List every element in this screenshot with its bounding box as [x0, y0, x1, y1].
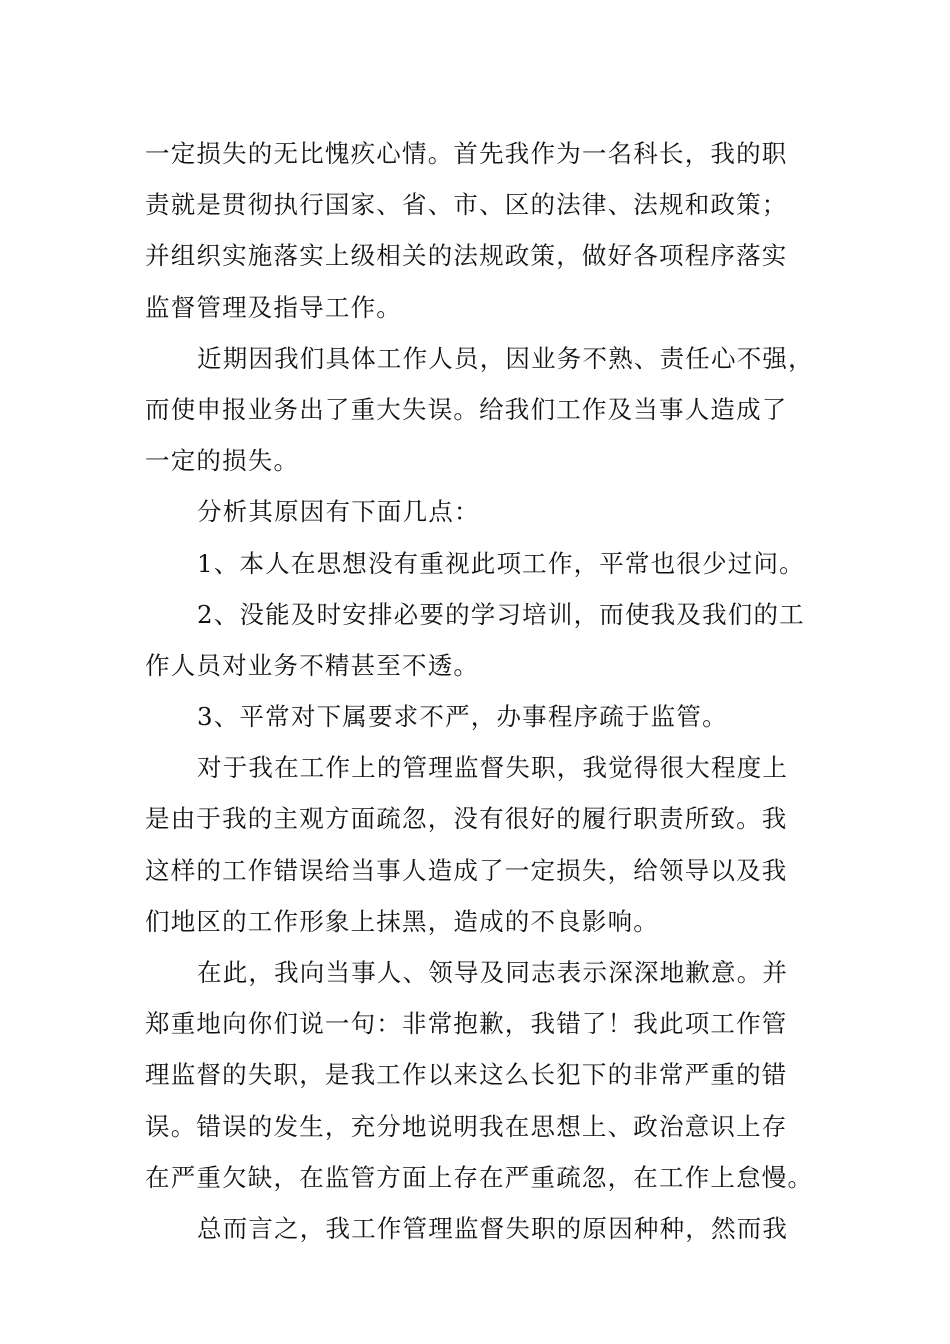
- text-line: 在严重欠缺，在监管方面上存在严重疏忽，在工作上怠慢。: [145, 1162, 814, 1192]
- text-line: 作人员对业务不精甚至不透。: [145, 650, 480, 680]
- text-line: 对于我在工作上的管理监督失职，我觉得很大程度上: [197, 753, 789, 783]
- text-line: 监督管理及指导工作。: [145, 292, 402, 322]
- text-line: 一定损失的无比愧疚心情。首先我作为一名科长，我的职: [145, 139, 788, 168]
- text-line: 理监督的失职，是我工作以来这么长犯下的非常严重的错: [145, 1060, 788, 1090]
- text-line: 并组织实施落实上级相关的法规政策，做好各项程序落实: [145, 241, 788, 271]
- text-line: 在此，我向当事人、领导及同志表示深深地歉意。并: [197, 958, 789, 987]
- text-line: 2、没能及时安排必要的学习培训，而使我及我们的工: [197, 599, 805, 629]
- text-line: 误。错误的发生，充分地说明我在思想上、政治意识上存: [145, 1111, 788, 1141]
- text-line: 3、平常对下属要求不严，办事程序疏于监管。: [197, 702, 728, 732]
- document-body: [145, 128, 814, 1254]
- text-line: 总而言之，我工作管理监督失职的原因种种，然而我: [197, 1213, 789, 1243]
- text-line: 分析其原因有下面几点：: [197, 497, 480, 527]
- text-line: 这样的工作错误给当事人造成了一定损失，给领导以及我: [145, 855, 788, 885]
- text-line: 责就是贯彻执行国家、省、市、区的法律、法规和政策；: [145, 190, 788, 220]
- text-line: 一定的损失。: [145, 446, 300, 476]
- text-line: 1、本人在思想没有重视此项工作，平常也很少过问。: [197, 548, 805, 578]
- text-line: 是由于我的主观方面疏忽，没有很好的履行职责所致。我: [145, 804, 788, 834]
- text-line: 郑重地向你们说一句：非常抱歉，我错了！我此项工作管: [145, 1009, 788, 1039]
- text-line: 而使申报业务出了重大失误。给我们工作及当事人造成了: [145, 394, 788, 424]
- text-line: 近期因我们具体工作人员，因业务不熟、责任心不强，: [197, 343, 814, 373]
- text-line: 们地区的工作形象上抹黑，造成的不良影响。: [145, 906, 659, 936]
